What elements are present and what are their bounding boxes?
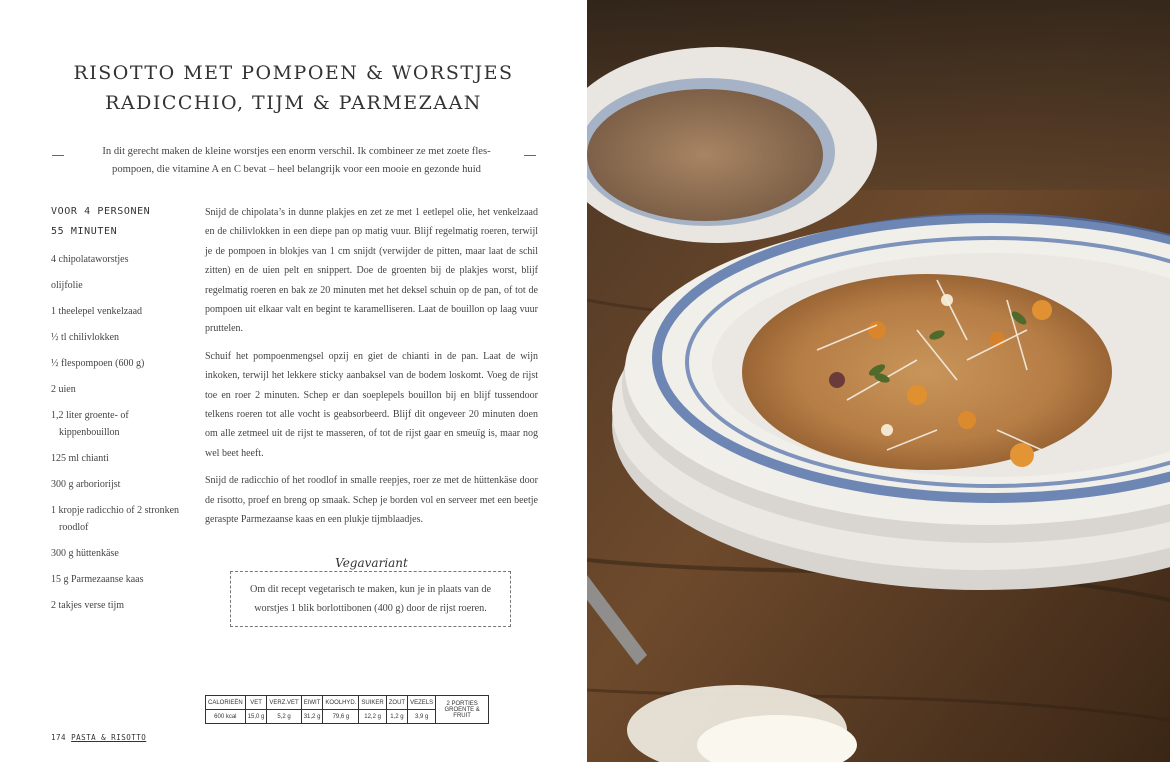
method-paragraph-1: Snijd de chipolata’s in dunne plakjes en zet ze met 1 eetlepel olie, het venkelzaad en de chilivlokken in een diepe pan op matig vuur. Blijf regelmatig roeren, terwijl je de pompoen in blokjes van 1 cm snijdt (verwijder de pitten, maar laat de schil zitten) en de uien pelt en snippert. Doe de groenten bij de plakjes worst, blijf regelmatig roeren en bak ze 20 minuten met het deksel schuin op de pan, of tot de pompoen uit elkaar valt en begint te karamelliseren. Laat de bouillon op laag vuur pruttelen. [205, 207, 538, 335]
ingredient-item: 1,2 liter groente- of kippenbouillon [51, 410, 129, 438]
portions-line-1: 2 PORTIES [446, 700, 478, 707]
ingredient-item: 15 g Parmezaanse kaas [51, 574, 144, 585]
recipe-title-line-1: RISOTTO MET POMPOEN & WORSTJES [73, 62, 514, 84]
intro-line-1: In dit gerecht maken de kleine worstjes een enorm verschil. Ik combineer ze met zoete fles- [102, 146, 491, 157]
nutrition-header: ZOUT [386, 696, 407, 710]
ingredient-item: 125 ml chianti [51, 453, 109, 464]
ingredient-item: olijfolie [51, 280, 83, 291]
ingredient-item: 4 chipolataworstjes [51, 254, 129, 265]
nutrition-value: 1,2 g [386, 710, 407, 724]
ingredient-item: ½ tl chilivlokken [51, 332, 120, 343]
recipe-title-line-2: RADICCHIO, TIJM & PARMEZAAN [105, 92, 482, 114]
nutrition-header: EIWIT [301, 696, 323, 710]
vega-line-1: Om dit recept vegetarisch te maken, kun je in plaats van de [249, 584, 492, 595]
nutrition-header: SUIKER [359, 696, 386, 710]
intro-line-2: pompoen, die vitamine A en C bevat – heel belangrijk voor een mooie en gezonde huid [112, 164, 481, 175]
nutrition-header: KOOLHYD. [323, 696, 359, 710]
intro-dash-left [52, 155, 64, 156]
photo-illustration [587, 0, 1170, 762]
method-paragraph-3: Snijd de radicchio of het roodlof in smalle reepjes, roer ze met de hüttenkäse door de risotto, proef en breng op smaak. Schep je borden vol en serveer met een beetje geraspte Parmezaanse kaas en een plukje tijmblaadjes. [205, 475, 538, 526]
nutrition-header: CALORIEËN [206, 696, 246, 710]
method-text [205, 203, 538, 538]
nutrition-header: VERZ.VET [267, 696, 301, 710]
recipe-intro [74, 143, 519, 179]
nutrition-header-row [206, 696, 489, 710]
nutrition-table [205, 695, 489, 724]
nutrition-value: 5,2 g [267, 710, 301, 724]
ingredient-item: 300 g hüttenkäse [51, 548, 119, 559]
portions-line-2: GROENTE & FRUIT [444, 706, 480, 719]
ingredient-list [51, 251, 191, 623]
vega-variant-box [230, 571, 511, 627]
vega-line-2: worstjes 1 blik borlottibonen (400 g) door de rijst roeren. [254, 603, 487, 614]
nutrition-value: 600 kcal [206, 710, 246, 724]
nutrition-value: 12,2 g [359, 710, 386, 724]
page-number: 174 [51, 733, 67, 742]
intro-dash-right [524, 155, 536, 156]
nutrition-value: 31,2 g [301, 710, 323, 724]
nutrition-header: VEZELS [408, 696, 436, 710]
ingredient-item: 1 theelepel venkelzaad [51, 306, 143, 317]
vega-variant-title: Vegavariant [335, 556, 408, 570]
ingredient-item: 300 g arboriorijst [51, 479, 121, 490]
method-paragraph-2: Schuif het pompoenmengsel opzij en giet de chianti in de pan. Laat de wijn inkoken, terwijl het lekkere sticky aanbaksel van de bodem loskomt. Voeg de rijst toe en roer 2 minuten. Schep er dan soeplepels bouillon bij en blijf tussendoor telkens roeren tot alle vocht is geabsorbeerd. Blijf dit ongeveer 20 minuten doen om alle zetmeel uit de rijst te masseren, of tot de rijst gaar en smeuïg is, maar nog wel beet heeft. [205, 350, 538, 459]
nutrition-header: VET [245, 696, 267, 710]
nutrition-value: 15,0 g [245, 710, 267, 724]
ingredient-item: ½ flespompoen (600 g) [51, 358, 145, 369]
servings: VOOR 4 PERSONEN [51, 206, 151, 217]
ingredient-item: 2 uien [51, 384, 76, 395]
ingredient-item: 2 takjes verse tijm [51, 600, 125, 611]
risotto-plate-photo [587, 0, 1170, 762]
ingredient-item: 1 kropje radicchio of 2 stronken roodlof [51, 505, 180, 533]
section-name: PASTA & RISOTTO [71, 733, 147, 742]
nutrition-value: 79,6 g [323, 710, 359, 724]
prep-time: 55 MINUTEN [51, 226, 118, 237]
portions-cell [436, 696, 489, 724]
page-footer [51, 733, 146, 742]
nutrition-value: 3,9 g [408, 710, 436, 724]
